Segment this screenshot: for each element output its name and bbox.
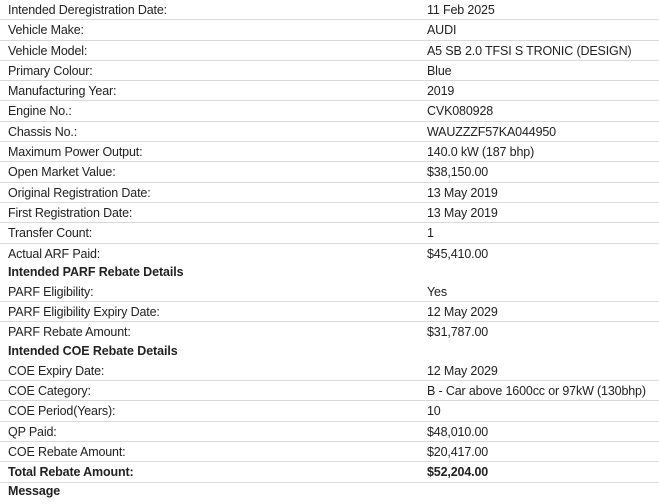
detail-row bbox=[0, 422, 659, 442]
row-value: 13 May 2019 bbox=[427, 185, 498, 200]
row-value: $31,787.00 bbox=[427, 325, 489, 340]
detail-row bbox=[0, 20, 659, 40]
coe-details-table bbox=[0, 361, 659, 483]
coe-section-heading bbox=[0, 343, 659, 361]
detail-row bbox=[0, 361, 659, 381]
row-value: $45,410.00 bbox=[427, 246, 489, 261]
detail-row bbox=[0, 101, 659, 121]
row-label: Chassis No.: bbox=[8, 124, 78, 139]
row-label: Maximum Power Output: bbox=[8, 145, 143, 160]
row-label: Transfer Count: bbox=[8, 226, 93, 241]
row-label: Total Rebate Amount: bbox=[8, 465, 134, 480]
row-value: 1 bbox=[427, 226, 434, 241]
detail-row bbox=[0, 183, 659, 203]
row-label: Actual ARF Paid: bbox=[8, 246, 101, 261]
row-label: Manufacturing Year: bbox=[8, 84, 117, 99]
detail-row bbox=[0, 203, 659, 223]
total-rebate-amount: $52,204.00 bbox=[427, 465, 489, 480]
row-value: AUDI bbox=[427, 23, 457, 38]
row-value: Blue bbox=[427, 63, 452, 78]
row-value: A5 SB 2.0 TFSI S TRONIC (DESIGN) bbox=[427, 43, 632, 58]
row-label: Vehicle Model: bbox=[8, 43, 88, 58]
message-section-heading bbox=[0, 483, 659, 501]
detail-row bbox=[0, 122, 659, 142]
detail-row bbox=[0, 81, 659, 101]
row-label: First Registration Date: bbox=[8, 205, 133, 220]
row-label: PARF Eligibility: bbox=[8, 284, 94, 299]
row-value: 13 May 2019 bbox=[427, 205, 498, 220]
row-label: Intended Deregistration Date: bbox=[8, 3, 167, 17]
detail-row bbox=[0, 41, 659, 61]
row-value: WAUZZZF57KA044950 bbox=[427, 124, 556, 139]
detail-row bbox=[0, 282, 659, 302]
row-label: Open Market Value: bbox=[8, 165, 116, 180]
row-value: B - Car above 1600cc or 97kW (130bhp) bbox=[427, 384, 646, 399]
row-value: 12 May 2029 bbox=[427, 363, 498, 378]
detail-row bbox=[0, 322, 659, 342]
detail-row bbox=[0, 401, 659, 421]
detail-row bbox=[0, 442, 659, 462]
row-label: COE Rebate Amount: bbox=[8, 444, 126, 459]
detail-row bbox=[0, 244, 659, 264]
row-label: Vehicle Make: bbox=[8, 23, 84, 38]
row-value: 12 May 2029 bbox=[427, 305, 498, 320]
row-value: 11 Feb 2025 bbox=[427, 3, 495, 17]
row-label: Original Registration Date: bbox=[8, 185, 151, 200]
row-value: CVK080928 bbox=[427, 104, 494, 119]
row-label: COE Category: bbox=[8, 384, 91, 399]
row-label: COE Period(Years): bbox=[8, 404, 116, 419]
row-label: Primary Colour: bbox=[8, 63, 93, 78]
section-title: Intended PARF Rebate Details bbox=[8, 264, 184, 279]
row-value: 140.0 kW (187 bhp) bbox=[427, 145, 535, 160]
row-value: 10 bbox=[427, 404, 441, 419]
row-value: 2019 bbox=[427, 84, 455, 99]
parf-section-heading bbox=[0, 264, 659, 282]
row-value: $38,150.00 bbox=[427, 165, 489, 180]
row-label: PARF Eligibility Expiry Date: bbox=[8, 305, 160, 320]
row-label: COE Expiry Date: bbox=[8, 363, 105, 378]
section-title: Intended COE Rebate Details bbox=[8, 343, 178, 358]
detail-row bbox=[0, 302, 659, 322]
parf-details-table bbox=[0, 282, 659, 343]
row-value: Yes bbox=[427, 284, 447, 299]
row-label: QP Paid: bbox=[8, 424, 57, 439]
detail-row bbox=[0, 223, 659, 243]
detail-row bbox=[0, 142, 659, 162]
detail-row bbox=[0, 162, 659, 182]
detail-row bbox=[0, 0, 659, 20]
section-title: Message bbox=[8, 483, 61, 498]
row-value: $48,010.00 bbox=[427, 424, 489, 439]
row-label: Engine No.: bbox=[8, 104, 72, 119]
detail-row bbox=[0, 381, 659, 401]
row-label: PARF Rebate Amount: bbox=[8, 325, 131, 340]
total-rebate-row bbox=[0, 462, 659, 482]
detail-row bbox=[0, 61, 659, 81]
row-value: $20,417.00 bbox=[427, 444, 489, 459]
